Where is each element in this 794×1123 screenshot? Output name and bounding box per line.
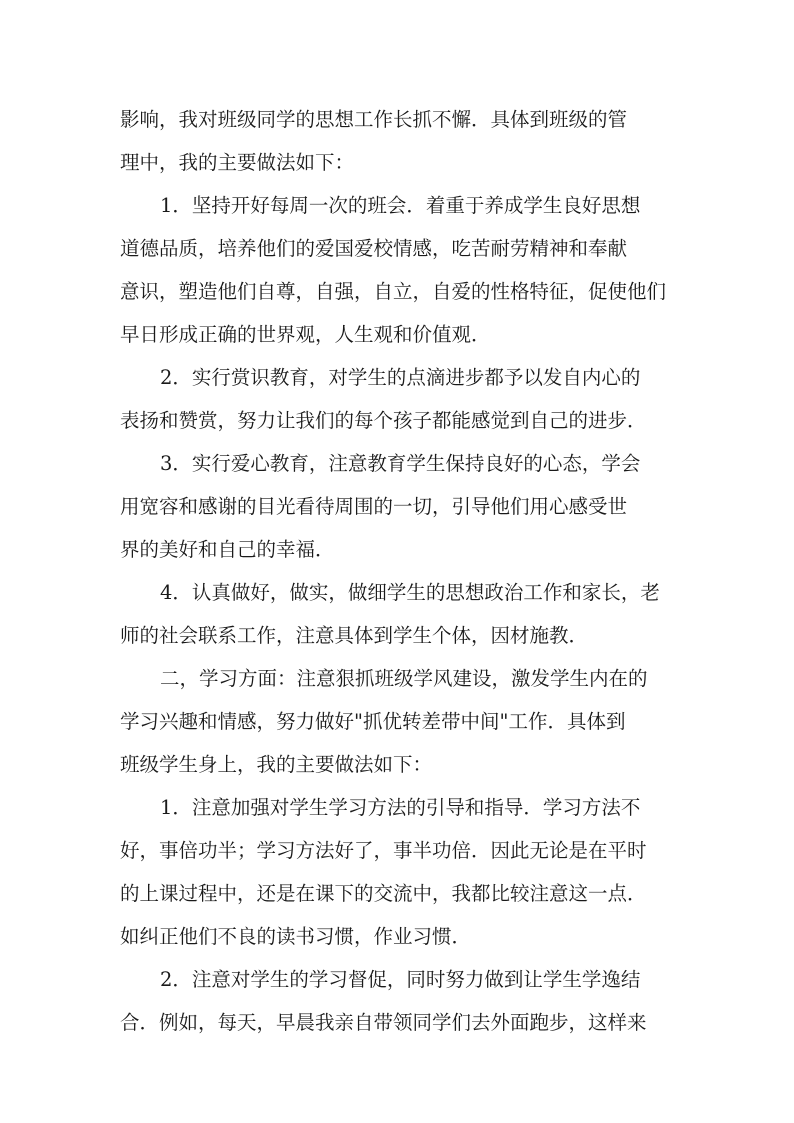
- text-line: 合．例如，每天，早晨我亲自带领同学们去外面跑步，这样来: [120, 1011, 647, 1034]
- text-line: 二，学习方面：注意狠抓班级学风建设，激发学生内在的: [160, 667, 648, 690]
- text-line: 如纠正他们不良的读书习惯，作业习惯．: [120, 925, 472, 948]
- text-line: 表扬和赞赏，努力让我们的每个孩子都能感觉到自己的进步．: [120, 409, 647, 432]
- text-line: 3．实行爱心教育，注意教育学生保持良好的心态，学会: [160, 452, 641, 475]
- text-line: 的上课过程中，还是在课下的交流中，我都比较注意这一点．: [120, 882, 647, 905]
- text-line: 4．认真做好，做实，做细学生的思想政治工作和家长，老: [160, 581, 660, 604]
- text-line: 2．注意对学生的学习督促，同时努力做到让学生学逸结: [160, 968, 641, 991]
- text-line: 早日形成正确的世界观，人生观和价值观．: [120, 323, 491, 346]
- text-line: 学习兴趣和情感，努力做好"抓优转差带中间"工作．具体到: [120, 710, 626, 733]
- text-line: 1．坚持开好每周一次的班会．着重于养成学生良好思想: [160, 194, 641, 217]
- text-line: 用宽容和感谢的目光看待周围的一切，引导他们用心感受世: [120, 495, 628, 518]
- document-body-text: [120, 98, 676, 1044]
- text-line: 1．注意加强对学生学习方法的引导和指导．学习方法不: [160, 796, 641, 819]
- text-line: 好，事倍功半；学习方法好了，事半功倍．因此无论是在平时: [120, 839, 647, 862]
- text-line: 意识，塑造他们自尊，自强，自立，自爱的性格特征，促使他们: [120, 280, 667, 303]
- text-line: 界的美好和自己的幸福．: [120, 538, 335, 561]
- text-line: 影响，我对班级同学的思想工作长抓不懈．具体到班级的管: [120, 108, 628, 131]
- text-line: 道德品质，培养他们的爱国爱校情感，吃苦耐劳精神和奉献: [120, 237, 628, 260]
- text-line: 师的社会联系工作，注意具体到学生个体，因材施教．: [120, 624, 589, 647]
- text-line: 理中，我的主要做法如下：: [120, 151, 355, 174]
- text-line: 2．实行赏识教育，对学生的点滴进步都予以发自内心的: [160, 366, 641, 389]
- text-line: 班级学生身上，我的主要做法如下：: [120, 753, 433, 776]
